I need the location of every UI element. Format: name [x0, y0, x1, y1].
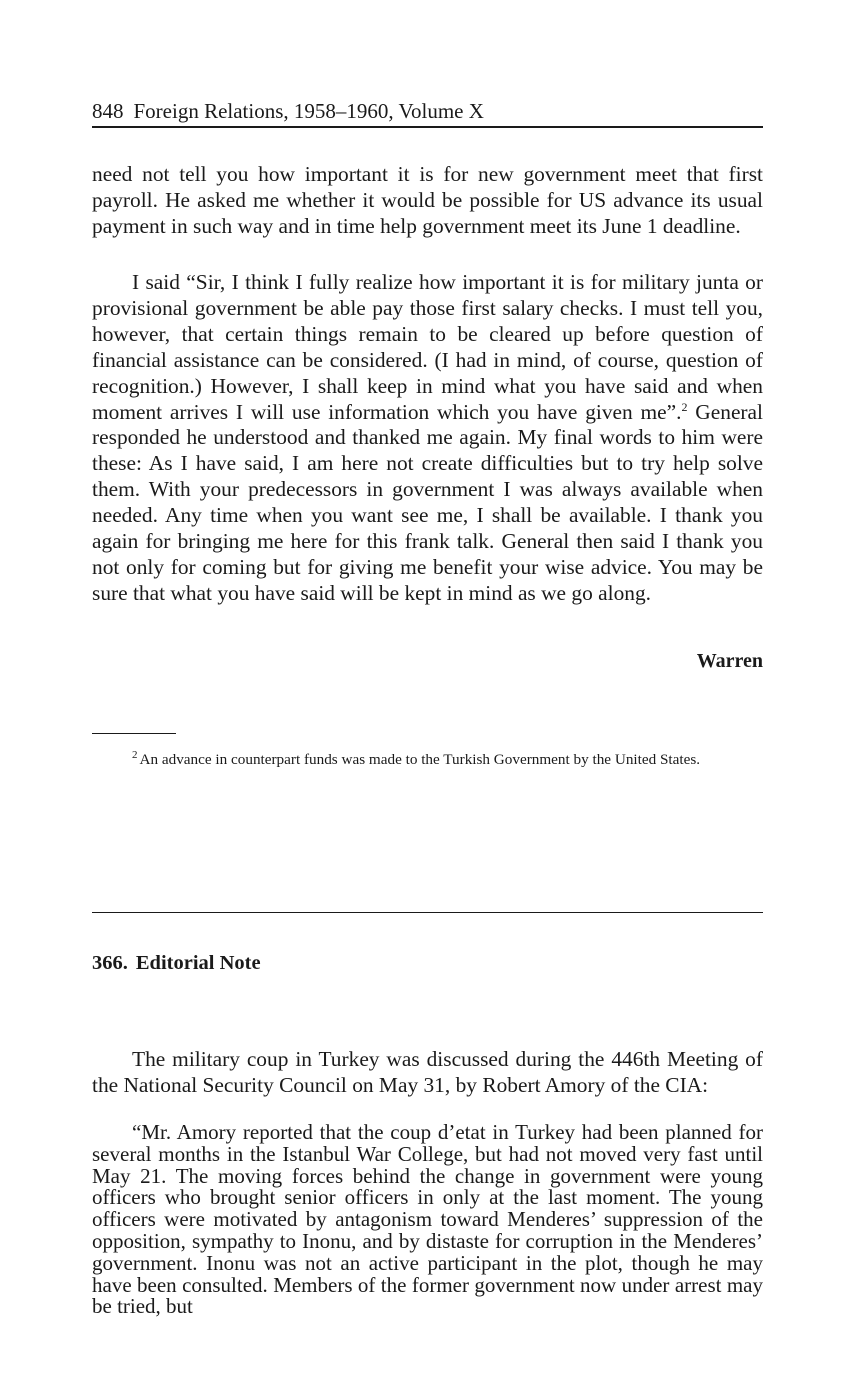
footnote-reference[interactable]: 2	[681, 399, 688, 414]
section-heading	[92, 952, 261, 975]
editorial-intro	[92, 1026, 763, 1121]
signature: Warren	[696, 650, 763, 672]
running-header	[92, 98, 763, 128]
paragraph-reply	[92, 270, 763, 607]
paragraph-text	[92, 270, 763, 607]
paragraph-text-after-note: General responded he understood and thanked me again. My final words to him were these: As I have said, I am here not create difficulties but to try help solve them. With your predecessors in government I was always available when needed. Any time when you want see me, I shall be available. I thank you again for bringing me here for this frank talk. General then said I thank you not only for coming but for giving me benefit your wise advice. You may be sure that what you have said will be kept in mind as we go along.	[92, 399, 763, 605]
paragraph-text: need not tell you how important it is for new government meet that first payroll. He asked me whether it would be possible for US advance its usual payment in such way and in time help government meet its June 1 deadline.	[92, 162, 763, 238]
section-title: Editorial Note	[135, 952, 261, 974]
footnote-text: An advance in counterpart funds was made to the Turkish Government by the United States.	[139, 751, 701, 769]
section-divider	[92, 912, 763, 913]
page-number: 848	[92, 99, 124, 123]
footnote-divider	[92, 733, 176, 734]
running-title: Foreign Relations, 1958–1960, Volume X	[133, 99, 484, 123]
paragraph-text: The military coup in Turkey was discussed during the 446th Meeting of the National Security Council on May 31, by Robert Amory of the CIA:	[92, 1047, 763, 1098]
footnote-number: 2	[132, 749, 138, 761]
footnote	[92, 746, 763, 769]
paragraph-text-before-note: I said “Sir, I think I fully realize how important it is for military junta or provisional government be able pay those first salary checks. I must tell you, however, that certain things remain to be cleared up before question of financial assistance can be considered. (I had in mind, of course, question of recognition.) However, I shall keep in mind what you have said and when moment arrives I will use information which you have given me”.	[92, 270, 763, 424]
paragraph-continuation	[92, 162, 763, 240]
quote-text: “Mr. Amory reported that the coup d’etat in Turkey had been planned for several months in the Istanbul War College, but had not moved very fast until May 21. The moving forces behind the change in government were young officers who brought senior officers in only at the last moment. The young officers were motivated by antagonism toward Menderes’ suppression of the opposition, sympathy to Inonu, and by distaste for corruption in the Menderes’ government. Inonu was not an active participant in the plot, though he may have been consulted. Members of the former government now under arrest may be tried, but	[92, 1120, 763, 1319]
section-number: 366.	[92, 952, 128, 974]
editorial-quote	[92, 1122, 763, 1318]
